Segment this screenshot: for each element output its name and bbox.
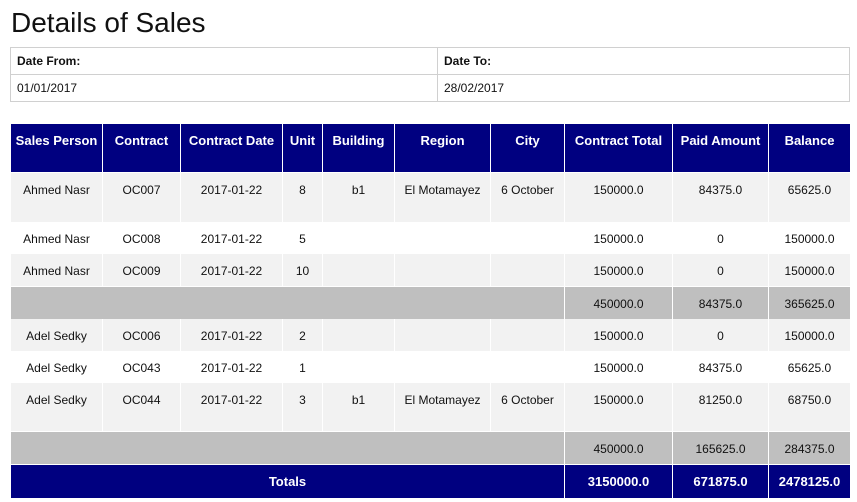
cell-region: El Motamayez xyxy=(395,173,491,223)
table-header-row xyxy=(11,124,851,173)
header-city: City xyxy=(491,124,565,173)
cell-paid-amount: 0 xyxy=(673,222,769,254)
cell-balance: 150000.0 xyxy=(769,222,851,254)
table-row xyxy=(11,173,851,223)
cell-unit: 3 xyxy=(283,383,323,432)
cell-contract-date: 2017-01-22 xyxy=(181,222,283,254)
subtotal-balance: 365625.0 xyxy=(769,287,851,320)
date-to-value: 28/02/2017 xyxy=(438,75,850,102)
subtotal-spacer xyxy=(11,287,565,320)
cell-balance: 150000.0 xyxy=(769,319,851,351)
date-from-label: Date From: xyxy=(11,48,438,75)
cell-unit: 2 xyxy=(283,319,323,351)
header-unit: Unit xyxy=(283,124,323,173)
cell-paid-amount: 84375.0 xyxy=(673,351,769,383)
cell-contract-date: 2017-01-22 xyxy=(181,319,283,351)
cell-contract-total: 150000.0 xyxy=(565,254,673,287)
cell-city xyxy=(491,351,565,383)
date-to-label: Date To: xyxy=(438,48,850,75)
cell-contract-date: 2017-01-22 xyxy=(181,351,283,383)
totals-label: Totals xyxy=(11,465,565,499)
header-paid-amount: Paid Amount xyxy=(673,124,769,173)
cell-building xyxy=(323,351,395,383)
subtotal-spacer xyxy=(11,432,565,465)
header-balance: Balance xyxy=(769,124,851,173)
cell-sales-person: Adel Sedky xyxy=(11,351,103,383)
cell-sales-person: Ahmed Nasr xyxy=(11,173,103,223)
subtotal-contract-total: 450000.0 xyxy=(565,287,673,320)
header-contract-date: Contract Date xyxy=(181,124,283,173)
totals-contract-total: 3150000.0 xyxy=(565,465,673,499)
date-filter-table xyxy=(10,47,850,102)
date-from-value: 01/01/2017 xyxy=(11,75,438,102)
cell-paid-amount: 81250.0 xyxy=(673,383,769,432)
cell-region xyxy=(395,319,491,351)
cell-contract: OC006 xyxy=(103,319,181,351)
cell-building: b1 xyxy=(323,173,395,223)
cell-unit: 1 xyxy=(283,351,323,383)
cell-sales-person: Adel Sedky xyxy=(11,319,103,351)
cell-city xyxy=(491,222,565,254)
cell-city xyxy=(491,319,565,351)
cell-contract-date: 2017-01-22 xyxy=(181,383,283,432)
cell-region xyxy=(395,351,491,383)
cell-contract-date: 2017-01-22 xyxy=(181,173,283,223)
subtotal-paid-amount: 84375.0 xyxy=(673,287,769,320)
cell-contract-total: 150000.0 xyxy=(565,173,673,223)
subtotal-contract-total: 450000.0 xyxy=(565,432,673,465)
table-row xyxy=(11,383,851,432)
cell-building xyxy=(323,319,395,351)
header-sales-person: Sales Person xyxy=(11,124,103,173)
header-contract: Contract xyxy=(103,124,181,173)
cell-contract-total: 150000.0 xyxy=(565,351,673,383)
table-row xyxy=(11,254,851,287)
cell-contract: OC043 xyxy=(103,351,181,383)
cell-paid-amount: 0 xyxy=(673,254,769,287)
header-building: Building xyxy=(323,124,395,173)
cell-contract: OC009 xyxy=(103,254,181,287)
table-row xyxy=(11,319,851,351)
cell-building xyxy=(323,222,395,254)
table-row xyxy=(11,222,851,254)
cell-unit: 8 xyxy=(283,173,323,223)
cell-balance: 150000.0 xyxy=(769,254,851,287)
subtotal-row xyxy=(11,432,851,465)
cell-contract: OC008 xyxy=(103,222,181,254)
cell-building xyxy=(323,254,395,287)
cell-contract: OC007 xyxy=(103,173,181,223)
cell-unit: 5 xyxy=(283,222,323,254)
cell-city xyxy=(491,254,565,287)
cell-building: b1 xyxy=(323,383,395,432)
cell-contract-date: 2017-01-22 xyxy=(181,254,283,287)
cell-unit: 10 xyxy=(283,254,323,287)
totals-balance: 2478125.0 xyxy=(769,465,851,499)
table-row xyxy=(11,351,851,383)
cell-paid-amount: 0 xyxy=(673,319,769,351)
cell-city: 6 October xyxy=(491,383,565,432)
subtotal-paid-amount: 165625.0 xyxy=(673,432,769,465)
cell-balance: 68750.0 xyxy=(769,383,851,432)
totals-row xyxy=(11,465,851,499)
page-title: Details of Sales xyxy=(11,7,206,38)
header-contract-total: Contract Total xyxy=(565,124,673,173)
subtotal-row xyxy=(11,287,851,320)
cell-region xyxy=(395,222,491,254)
header-region: Region xyxy=(395,124,491,173)
cell-region: El Motamayez xyxy=(395,383,491,432)
cell-contract-total: 150000.0 xyxy=(565,222,673,254)
cell-balance: 65625.0 xyxy=(769,173,851,223)
cell-contract-total: 150000.0 xyxy=(565,319,673,351)
totals-paid-amount: 671875.0 xyxy=(673,465,769,499)
cell-contract-total: 150000.0 xyxy=(565,383,673,432)
subtotal-balance: 284375.0 xyxy=(769,432,851,465)
cell-sales-person: Ahmed Nasr xyxy=(11,222,103,254)
cell-sales-person: Ahmed Nasr xyxy=(11,254,103,287)
sales-table xyxy=(10,123,851,498)
cell-sales-person: Adel Sedky xyxy=(11,383,103,432)
cell-balance: 65625.0 xyxy=(769,351,851,383)
cell-region xyxy=(395,254,491,287)
cell-paid-amount: 84375.0 xyxy=(673,173,769,223)
cell-contract: OC044 xyxy=(103,383,181,432)
cell-city: 6 October xyxy=(491,173,565,223)
